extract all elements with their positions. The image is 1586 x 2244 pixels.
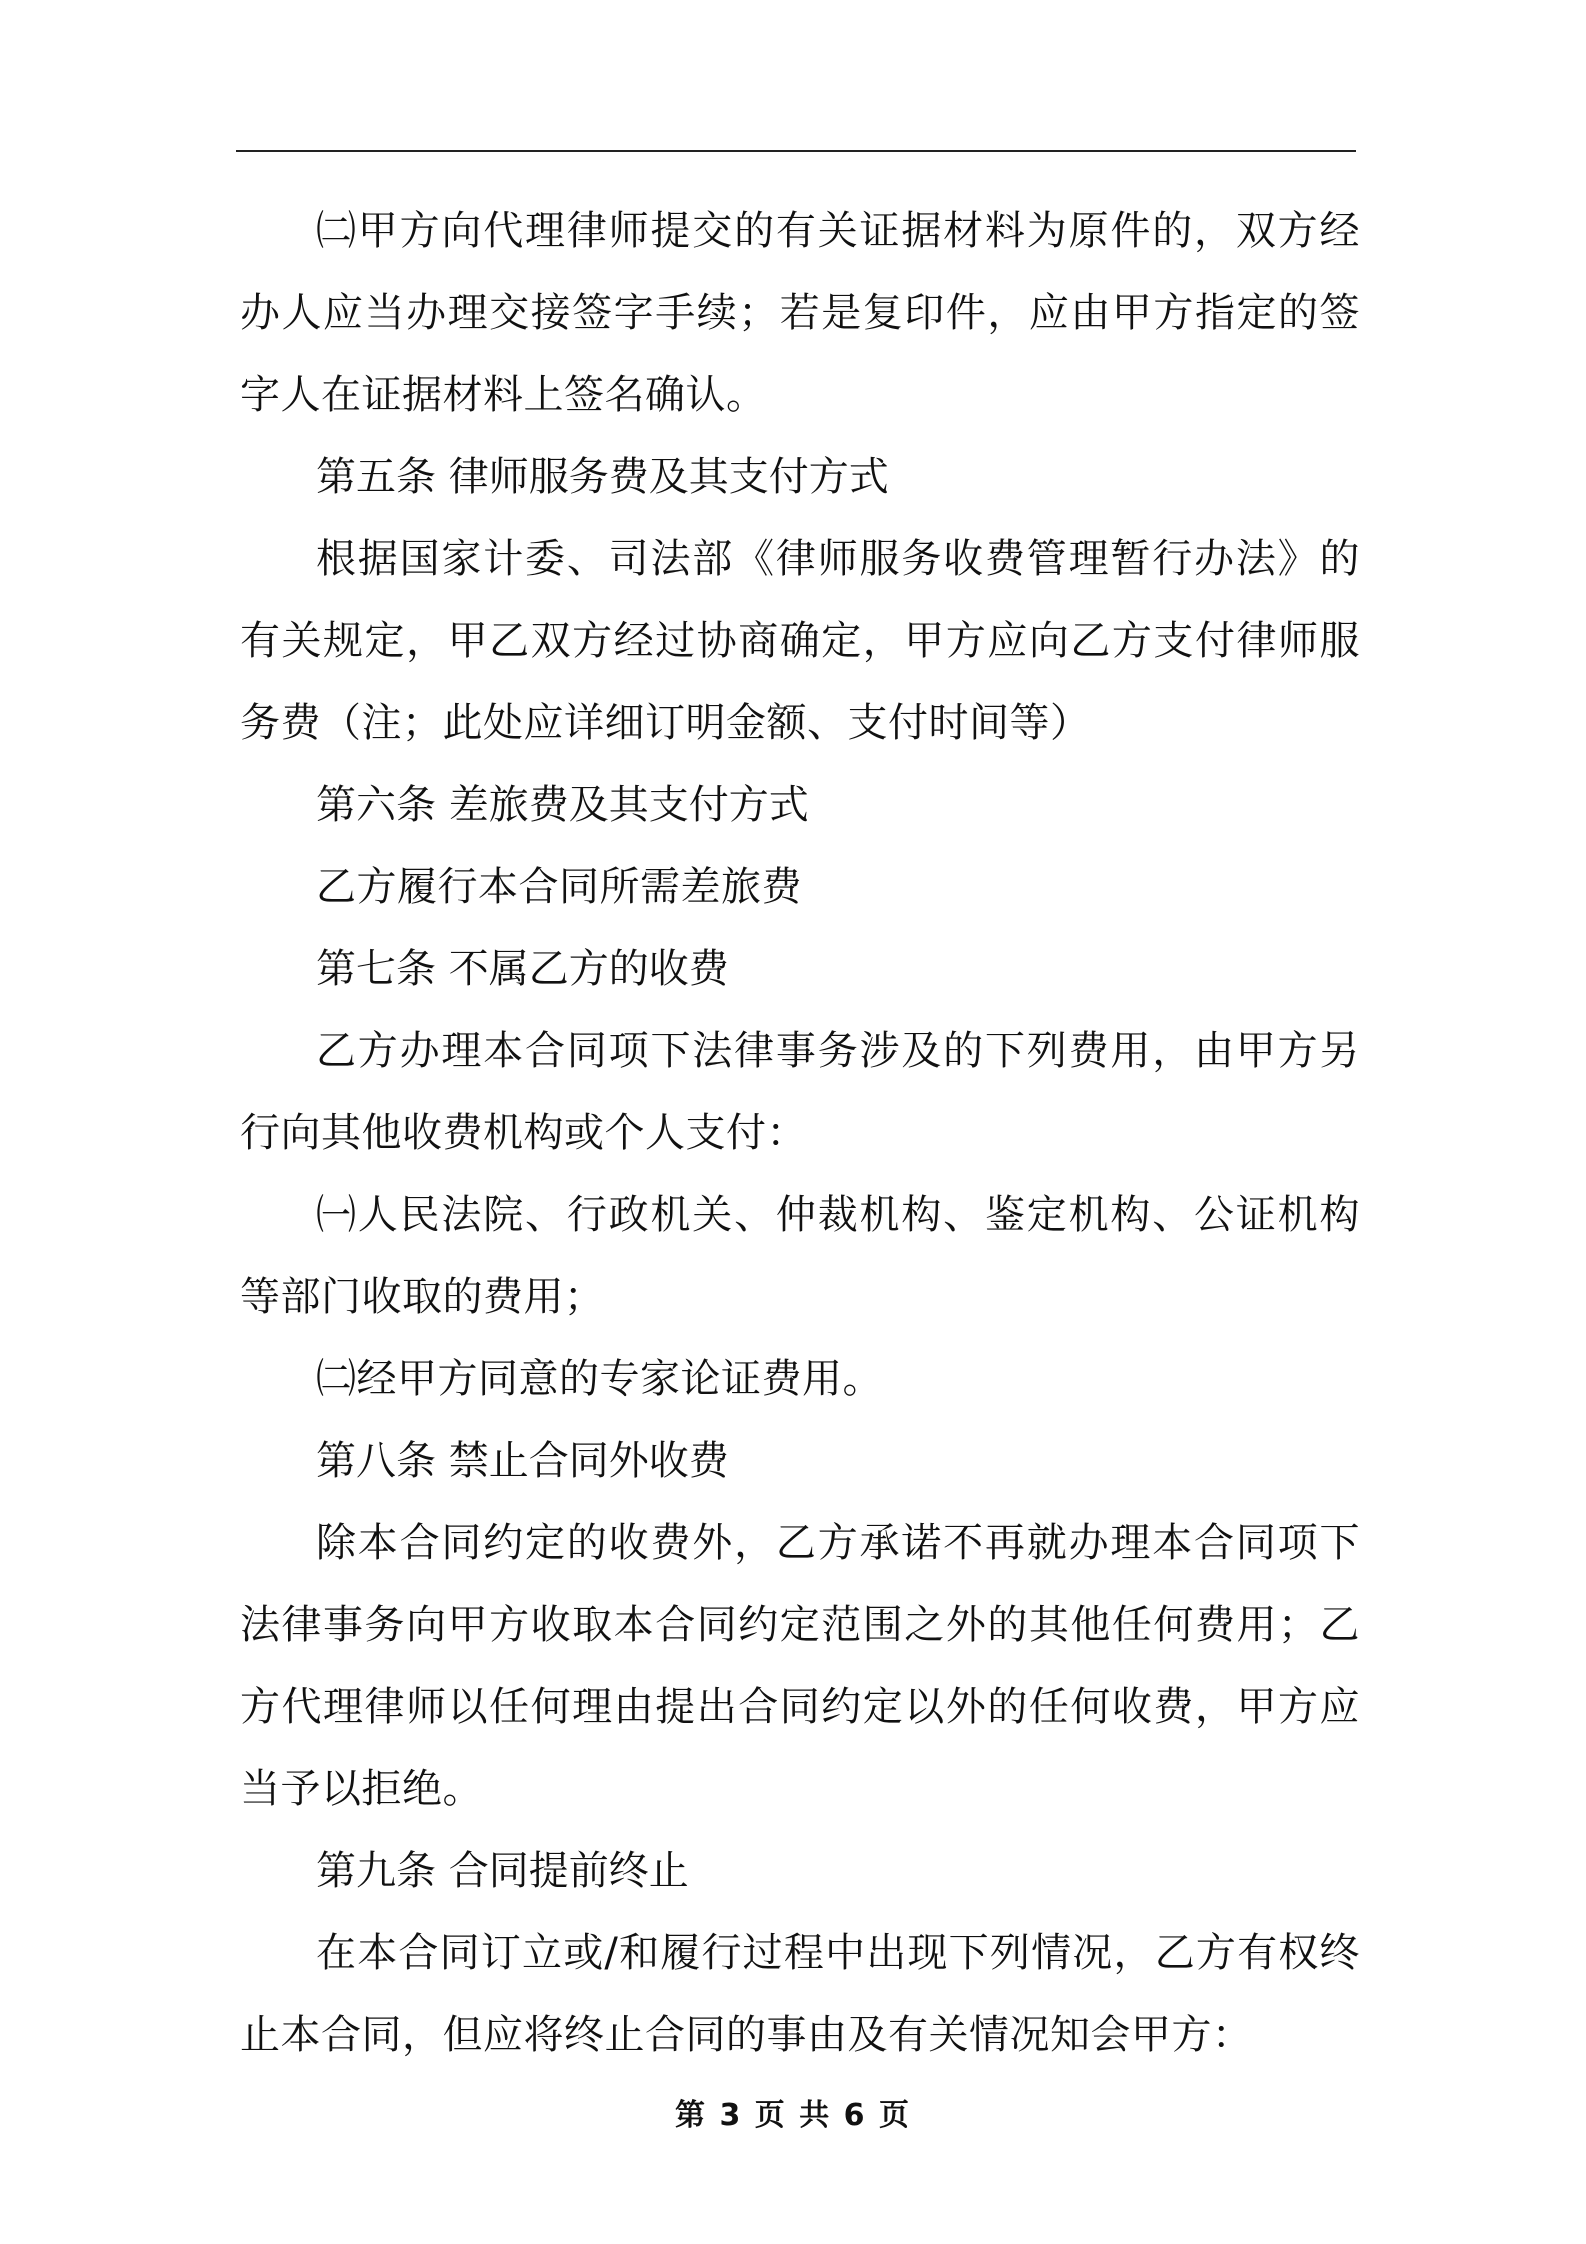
article-7-heading: 第七条 不属乙方的收费	[316, 946, 729, 992]
paragraph-no-extra-fees: 除本合同约定的收费外，乙方承诺不再就办理本合同项下法律事务向甲方收取本合同约定范围之外的其他任何费用；乙方代理律师以任何理由提出合同约定以外的任何收费，甲方应当予以拒绝。	[240, 1520, 1360, 1812]
paragraph-service-fee: 根据国家计委、司法部《律师服务收费管理暂行办法》的有关规定，甲乙双方经过协商确定，甲方应向乙方支付律师服务费（注；此处应详细订明金额、支付时间等）	[240, 536, 1360, 746]
article-6-heading: 第六条 差旅费及其支付方式	[316, 782, 809, 828]
article-5-heading: 第五条 律师服务费及其支付方式	[316, 454, 889, 500]
page-number-footer: 第 3 页 共 6 页	[675, 2098, 911, 2133]
document-body	[240, 190, 1360, 2076]
list-item-court-fees: ㈠人民法院、行政机关、仲裁机构、鉴定机构、公证机构等部门收取的费用；	[240, 1192, 1360, 1320]
list-item-expert-fees: ㈡经甲方同意的专家论证费用。	[316, 1356, 883, 1402]
header-rule	[236, 150, 1356, 152]
paragraph-early-termination: 在本合同订立或/和履行过程中出现下列情况，乙方有权终止本合同，但应将终止合同的事由及有关情况知会甲方：	[240, 1930, 1360, 2058]
paragraph-evidence-handover: ㈡甲方向代理律师提交的有关证据材料为原件的，双方经办人应当办理交接签字手续；若是复印件，应由甲方指定的签字人在证据材料上签名确认。	[240, 208, 1360, 418]
paragraph-travel-expenses: 乙方履行本合同所需差旅费	[316, 864, 802, 910]
article-8-heading: 第八条 禁止合同外收费	[316, 1438, 729, 1484]
article-9-heading: 第九条 合同提前终止	[316, 1848, 689, 1894]
paragraph-other-fees-intro: 乙方办理本合同项下法律事务涉及的下列费用，由甲方另行向其他收费机构或个人支付：	[240, 1028, 1360, 1156]
